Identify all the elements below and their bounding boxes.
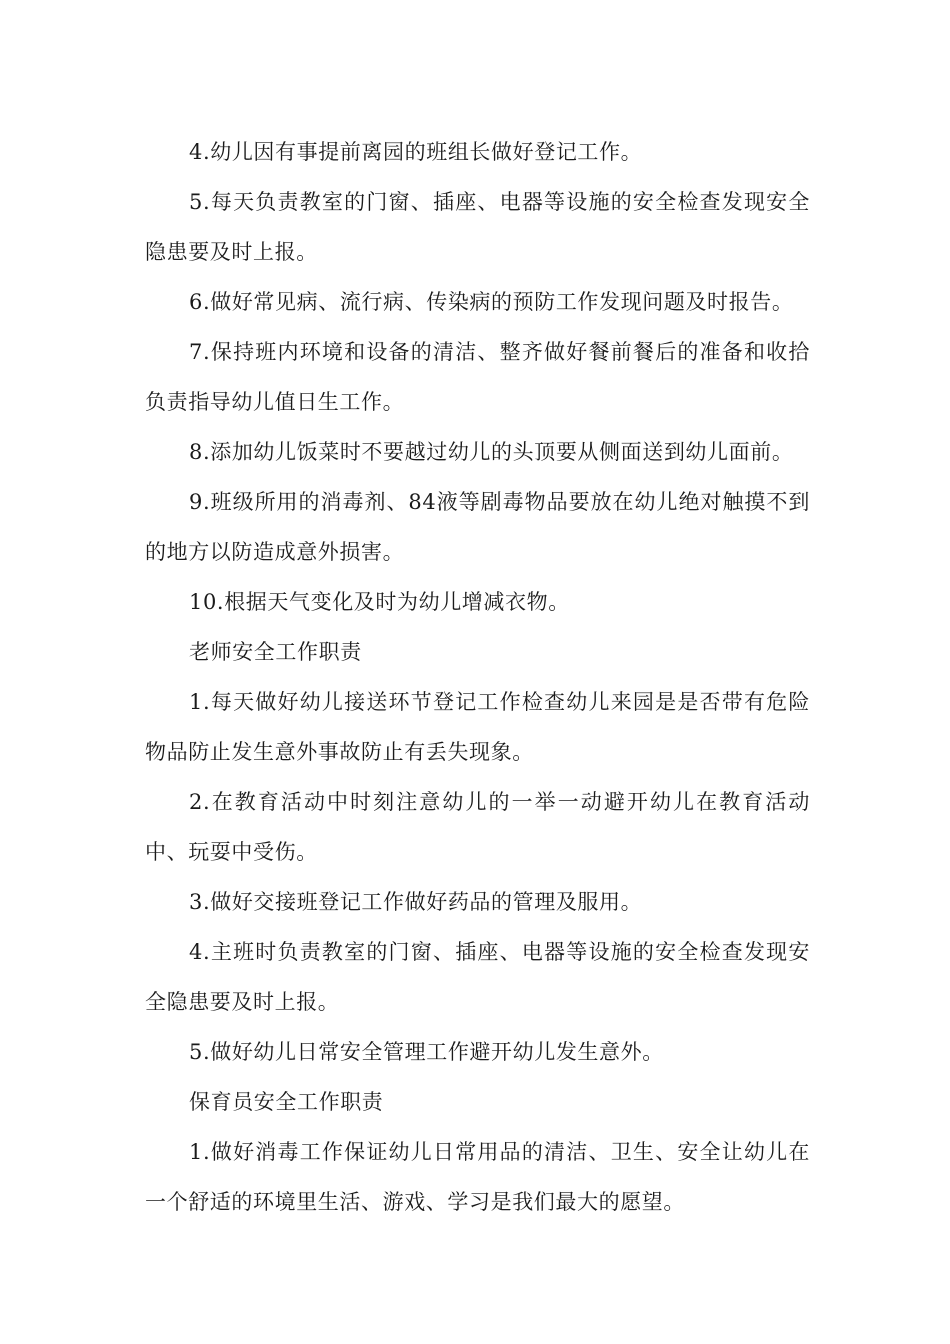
paragraph-item: 5.做好幼儿日常安全管理工作避开幼儿发生意外。 [189, 1040, 664, 1064]
paragraph-item: 9.班级所用的消毒剂、84液等剧毒物品要放在幼儿绝对触摸不到的地方以防造成意外损害。 [145, 490, 810, 564]
document-body [145, 127, 810, 1227]
paragraph-item: 1.每天做好幼儿接送环节登记工作检查幼儿来园是是否带有危险物品防止发生意外事故防止有丢失现象。 [145, 690, 810, 764]
paragraph-item: 6.做好常见病、流行病、传染病的预防工作发现问题及时报告。 [189, 290, 794, 314]
section-heading-teacher: 老师安全工作职责 [189, 640, 362, 664]
paragraph-item: 10.根据天气变化及时为幼儿增减衣物。 [189, 590, 570, 614]
paragraph-item: 1.做好消毒工作保证幼儿日常用品的清洁、卫生、安全让幼儿在一个舒适的环境里生活、游戏、学习是我们最大的愿望。 [145, 1140, 810, 1214]
paragraph-item: 7.保持班内环境和设备的清洁、整齐做好餐前餐后的准备和收拾负责指导幼儿值日生工作。 [145, 340, 810, 414]
paragraph-item: 2.在教育活动中时刻注意幼儿的一举一动避开幼儿在教育活动中、玩耍中受伤。 [145, 790, 810, 864]
paragraph-item: 8.添加幼儿饭菜时不要越过幼儿的头顶要从侧面送到幼儿面前。 [189, 440, 794, 464]
paragraph-item: 3.做好交接班登记工作做好药品的管理及服用。 [189, 890, 643, 914]
section-heading-caregiver: 保育员安全工作职责 [189, 1090, 384, 1114]
paragraph-item: 4.主班时负责教室的门窗、插座、电器等设施的安全检查发现安全隐患要及时上报。 [145, 940, 810, 1014]
paragraph-item: 4.幼儿因有事提前离园的班组长做好登记工作。 [189, 140, 643, 164]
paragraph-item: 5.每天负责教室的门窗、插座、电器等设施的安全检查发现安全隐患要及时上报。 [145, 190, 810, 264]
